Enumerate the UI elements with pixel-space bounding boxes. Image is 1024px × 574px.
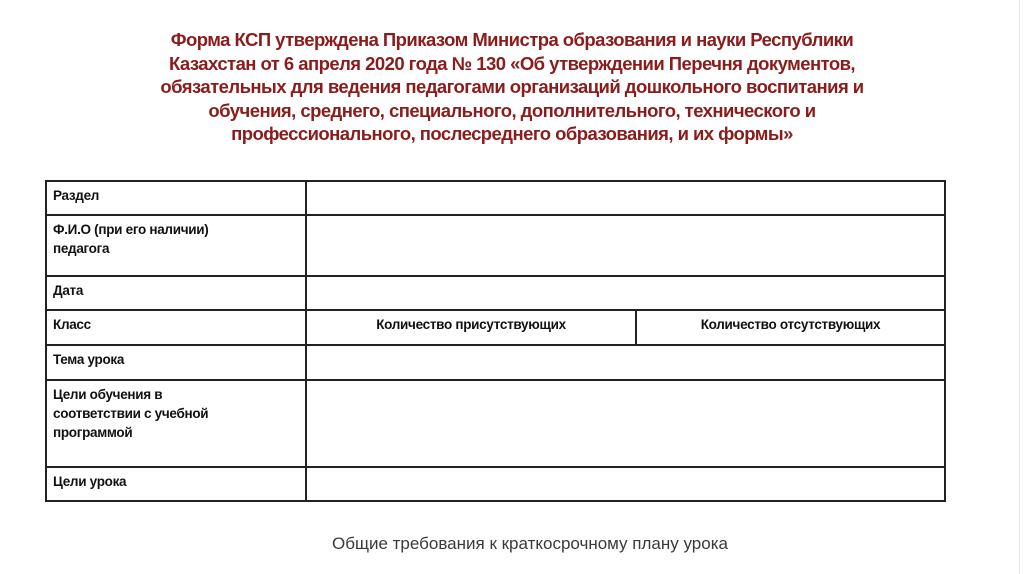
label-section: Раздел	[46, 181, 306, 215]
title-line: обязательных для ведения педагогами организаций дошкольного воспитания и	[160, 76, 864, 97]
table-row-lesson-objectives	[46, 467, 945, 501]
table-row-section	[46, 181, 945, 215]
value-lesson-objectives	[306, 467, 945, 501]
label-topic: Тема урока	[46, 345, 306, 380]
present-count-header: Количество присутствующих	[306, 310, 636, 345]
table-row-topic	[46, 345, 945, 380]
table-row-teacher	[46, 215, 945, 276]
label-class: Класс	[46, 310, 306, 345]
label-date: Дата	[46, 276, 306, 310]
value-section	[306, 181, 945, 215]
label-line: программой	[53, 425, 133, 440]
title-line: Казахстан от 6 апреля 2020 года № 130 «Об утверждении Перечня документов,	[168, 52, 856, 74]
label-line: Цели обучения в	[53, 387, 163, 402]
absent-count-header: Количество отсутствующих	[636, 310, 945, 345]
slide-title	[0, 28, 1024, 146]
table-row-class	[46, 310, 945, 345]
value-teacher	[306, 215, 945, 276]
title-line: профессионального, послесреднего образования, и их формы»	[231, 123, 793, 144]
ksp-form-table	[45, 180, 946, 502]
label-teacher	[46, 215, 306, 276]
table-row-learning-objectives	[46, 380, 945, 467]
label-line: Ф.И.О (при его наличии)	[53, 222, 209, 237]
label-line: педагога	[53, 241, 110, 256]
value-date	[306, 276, 945, 310]
title-line: Форма КСП утверждена Приказом Министра образования и науки Республики	[170, 29, 854, 50]
label-lesson-objectives: Цели урока	[46, 467, 306, 501]
value-learning-objectives	[306, 380, 945, 467]
title-line: обучения, среднего, специального, дополнительного, технического и	[208, 99, 816, 121]
table-row-date	[46, 276, 945, 310]
label-line: соответствии с учебной	[53, 406, 209, 421]
label-learning-objectives	[46, 380, 306, 467]
slide-caption: Общие требования к краткосрочному плану урока	[332, 534, 728, 553]
value-topic	[306, 345, 945, 380]
